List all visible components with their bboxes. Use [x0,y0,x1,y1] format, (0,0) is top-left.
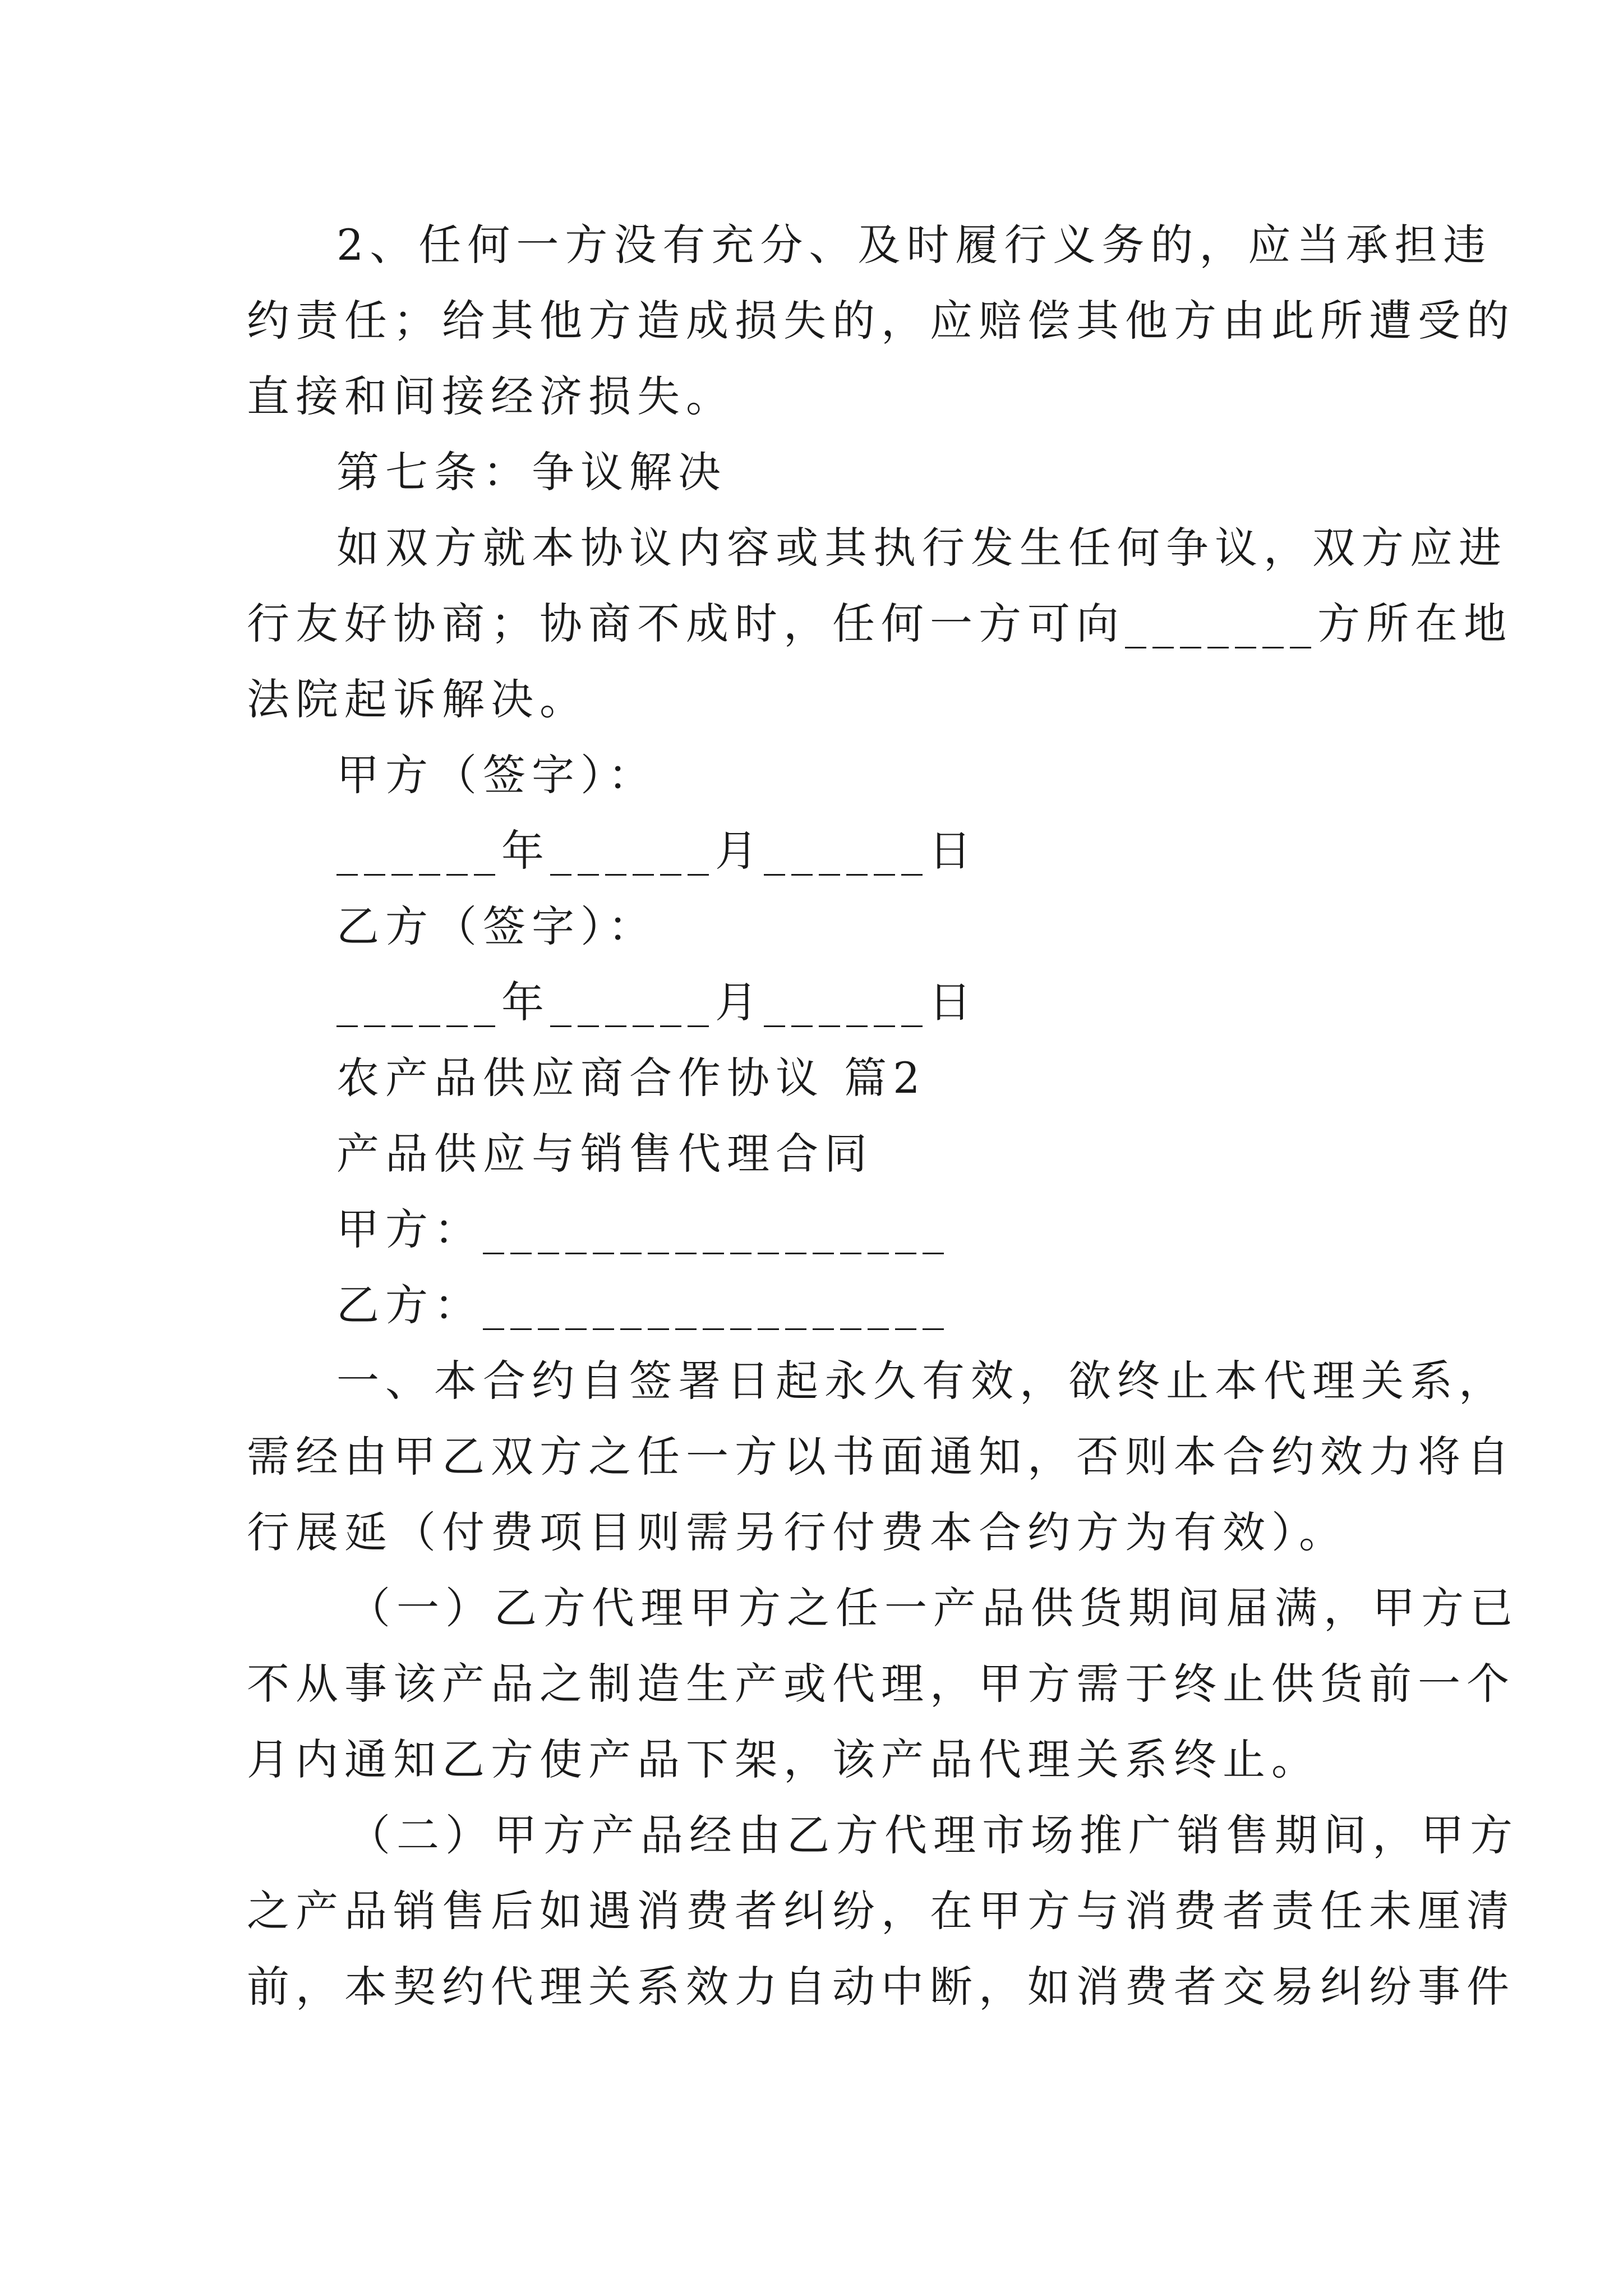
paragraph-line: 一、本合约自签署日起永久有效，欲终止本代理关系， [336,1356,1507,1406]
paragraph-line: 需经由甲乙双方之任一方以书面通知，否则本合约效力将自 [247,1432,1515,1481]
contract-title: 产品供应与销售代理合同 [336,1129,873,1179]
document-section-title: 农产品供应商合作协议 篇2 [336,1053,926,1103]
paragraph-line: 直接和间接经济损失。 [247,371,735,421]
signature-label-party-b: 乙方（签字）： [336,901,657,951]
paragraph-line: （二）甲方产品经由乙方代理市场推广销售期间，甲方 [348,1810,1519,1860]
paragraph-line: 前，本契约代理关系效力自动中断，如消费者交易纠纷事件 [247,1962,1515,2012]
paragraph-line: 2、任何一方没有充分、及时履行义务的，应当承担违 [336,220,1492,270]
paragraph-line: 行友好协商；协商不成时，任何一方可向_______方所在地 [247,599,1513,648]
signature-date-party-a: ______年______月______日 [336,826,978,876]
paragraph-line: 不从事该产品之制造生产或代理，甲方需于终止供货前一个 [247,1659,1515,1709]
paragraph-line: 行展延（付费项目则需另行付费本合约方为有效）。 [247,1507,1348,1557]
paragraph-line: 如双方就本协议内容或其执行发生任何争议，双方应进 [336,523,1507,573]
paragraph-line: 之产品销售后如遇消费者纠纷，在甲方与消费者责任未厘清 [247,1886,1515,1936]
signature-date-party-b: ______年______月______日 [336,977,978,1027]
party-b-field: 乙方：_________________ [336,1280,950,1330]
paragraph-line: 约责任；给其他方造成损失的，应赔偿其他方由此所遭受的 [247,296,1515,346]
paragraph-line: 月内通知乙方使产品下架，该产品代理关系终止。 [247,1734,1320,1784]
signature-label-party-a: 甲方（签字）： [336,750,657,800]
party-a-field: 甲方：_________________ [336,1204,950,1254]
paragraph-line: （一）乙方代理甲方之任一产品供货期间届满，甲方已 [348,1583,1519,1633]
paragraph-line: 法院起诉解决。 [247,674,588,724]
section-heading: 第七条：争议解决 [336,447,727,497]
